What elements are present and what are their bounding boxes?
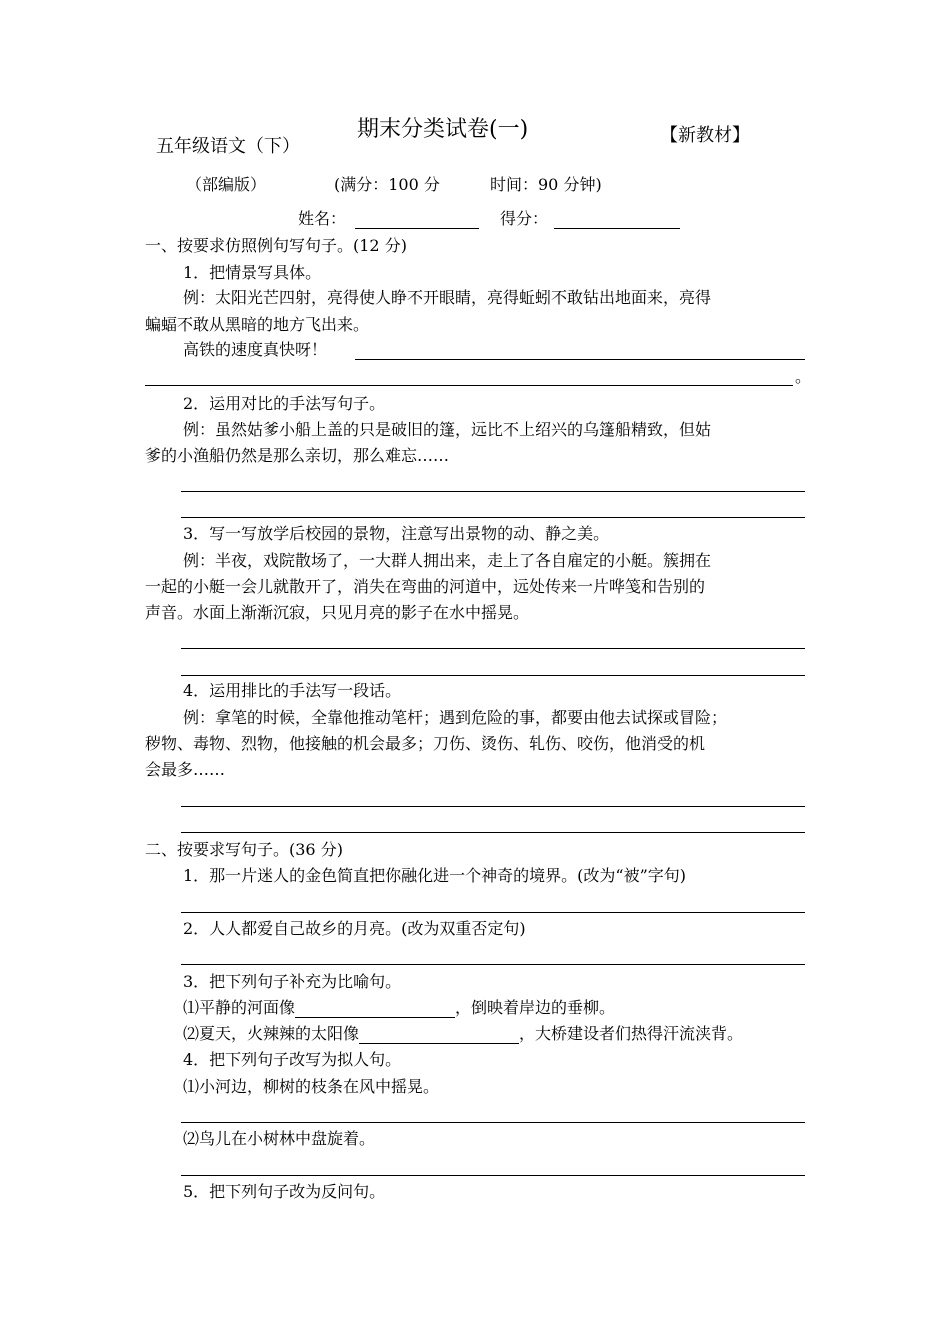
q4-example-line: 秽物、毒物、烈物，他接触的机会最多；刀伤、烫伤、轧伤、咬伤，他消受的机 [145, 734, 706, 753]
q4-example-line: 例：拿笔的时候，全靠他推动笔杆；遇到危险的事，都要由他去试探或冒险； [183, 708, 728, 727]
time-limit: 时间：90 分钟) [490, 175, 602, 194]
q1-end-mark: 。 [795, 367, 812, 386]
s2-q3-prompt: 3．把下列句子补充为比喻句。 [183, 972, 402, 991]
answer-line[interactable] [181, 517, 805, 518]
grade-label: 五年级语文（下） [156, 136, 300, 157]
s2-q3-item1-text: ，倒映着岸边的垂柳。 [455, 998, 616, 1017]
section1-heading: 一、按要求仿照例句写句子。(12 分) [145, 236, 407, 255]
s2-q3-item [183, 998, 615, 1018]
s2-q1-prompt: 1．那一片迷人的金色简直把你融化进一个神奇的境界。(改为“被”字句) [183, 866, 687, 885]
s2-q2-prompt: 2．人人都爱自己故乡的月亮。(改为双重否定句) [183, 919, 526, 938]
q4-prompt: 4．运用排比的手法写一段话。 [183, 681, 402, 700]
q4-example-line: 会最多…… [145, 760, 226, 779]
q1-starter: 高铁的速度真快呀！ [183, 340, 328, 359]
full-score: (满分：100 分 [334, 175, 440, 194]
answer-line[interactable] [181, 806, 805, 807]
fill-blank[interactable] [359, 1025, 519, 1044]
s2-q4-prompt: 4．把下列句子改写为拟人句。 [183, 1050, 402, 1069]
s2-q4-item: ⑵鸟儿在小树林中盘旋着。 [183, 1129, 376, 1148]
name-label: 姓名： [298, 209, 347, 228]
s2-q3-item2-text: ，大桥建设者们热得汗流浃背。 [519, 1024, 744, 1043]
name-field[interactable] [355, 228, 479, 229]
edition-label: （部编版） [186, 175, 267, 194]
new-textbook-badge: 【新教材】 [660, 125, 750, 146]
answer-line[interactable] [181, 912, 805, 913]
q2-example-line: 例：虽然姑爹小船上盖的只是破旧的篷，远比不上绍兴的乌篷船精致，但姑 [183, 420, 712, 439]
answer-line[interactable] [181, 964, 805, 965]
answer-line[interactable] [181, 1122, 805, 1123]
s2-q3-item [183, 1024, 743, 1044]
score-field[interactable] [554, 228, 680, 229]
q3-example-line: 一起的小艇一会儿就散开了，消失在弯曲的河道中，远处传来一片哗笺和告别的 [145, 577, 706, 596]
answer-line[interactable] [181, 675, 805, 676]
score-label: 得分： [500, 209, 549, 228]
answer-line[interactable] [181, 648, 805, 649]
q2-prompt: 2．运用对比的手法写句子。 [183, 394, 386, 413]
q1-prompt: 1．把情景写具体。 [183, 263, 322, 282]
answer-line[interactable] [181, 491, 805, 492]
q3-example-line: 声音。水面上渐渐沉寂，只见月亮的影子在水中摇晃。 [145, 603, 530, 622]
exam-title: 期末分类试卷(一) [357, 117, 529, 142]
q1-example-line: 蝙蝠不敢从黑暗的地方飞出来。 [145, 315, 370, 334]
answer-line[interactable] [145, 385, 793, 386]
q3-prompt: 3．写一写放学后校园的景物，注意写出景物的动、静之美。 [183, 524, 610, 543]
s2-q3-item1-text: ⑴平静的河面像 [183, 998, 296, 1017]
section2-heading: 二、按要求写句子。(36 分) [145, 840, 343, 859]
q3-example-line: 例：半夜，戏院散场了，一大群人拥出来，走上了各自雇定的小艇。簇拥在 [183, 551, 712, 570]
q2-example-line: 爹的小渔船仍然是那么亲切，那么难忘…… [145, 446, 450, 465]
s2-q4-item: ⑴小河边，柳树的枝条在风中摇晃。 [183, 1077, 440, 1096]
answer-line[interactable] [181, 832, 805, 833]
answer-line[interactable] [181, 1175, 805, 1176]
s2-q3-item2-text: ⑵夏天，火辣辣的太阳像 [183, 1024, 360, 1043]
answer-line[interactable] [355, 359, 805, 360]
s2-q5-prompt: 5．把下列句子改为反问句。 [183, 1182, 386, 1201]
fill-blank[interactable] [295, 999, 455, 1018]
q1-example-line: 例：太阳光芒四射，亮得使人睁不开眼睛，亮得蚯蚓不敢钻出地面来，亮得 [183, 288, 712, 307]
